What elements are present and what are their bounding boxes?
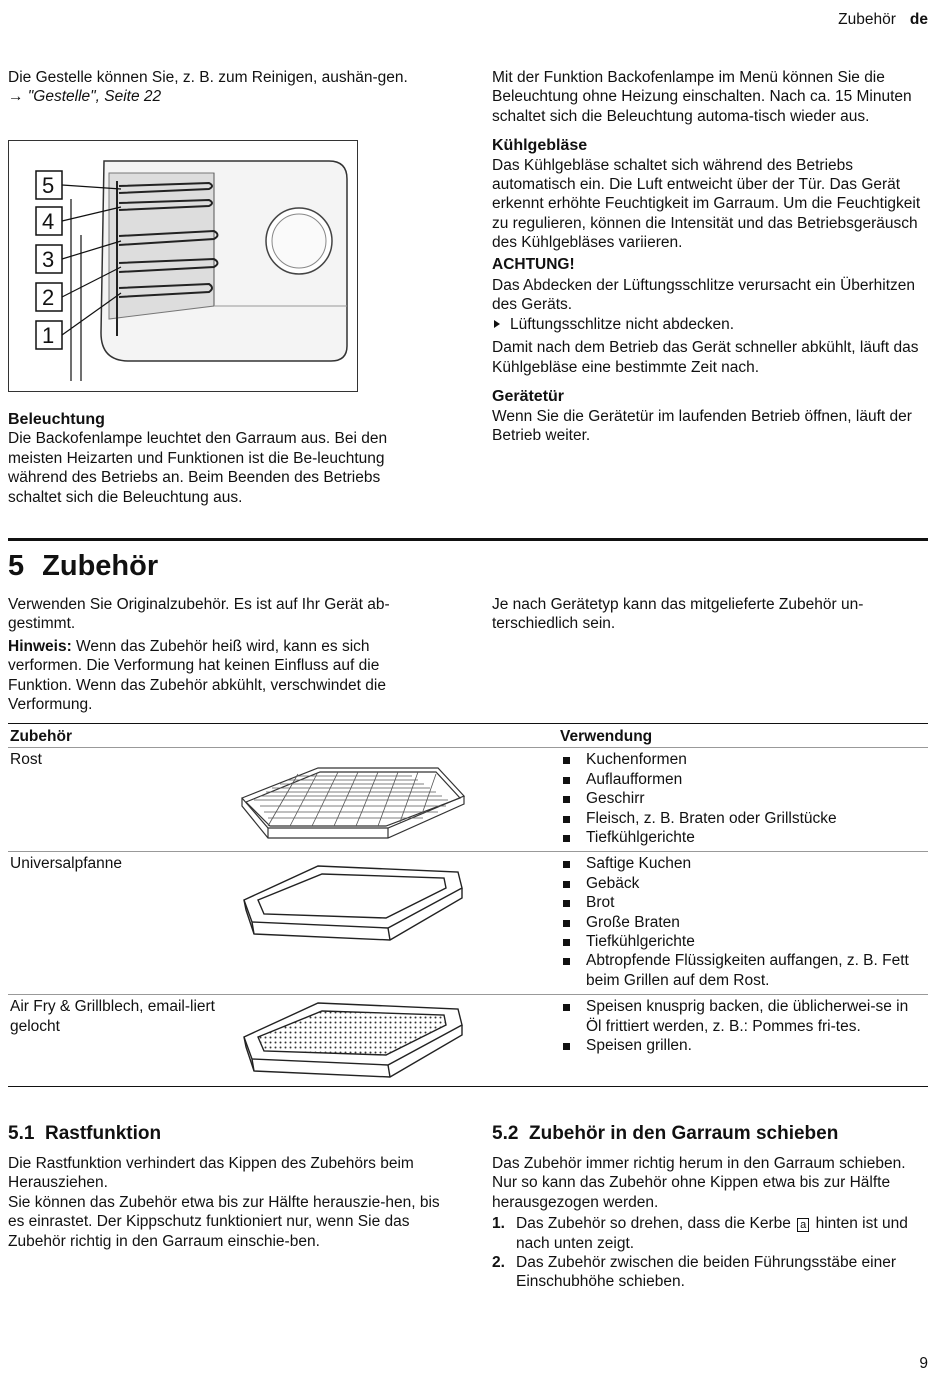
section-5-2-heading	[492, 1122, 928, 1146]
geraetetuer-text: Wenn Sie die Gerätetür im laufenden Betrieb öffnen, läuft der Betrieb weiter.	[492, 407, 912, 444]
use-item: Speisen grillen.	[560, 1036, 926, 1055]
accessories-table	[8, 723, 928, 1087]
oven-interior-drawing	[9, 141, 357, 391]
header-section: Zubehör	[838, 11, 896, 28]
rack-level-4: 4	[42, 209, 55, 234]
nachlauf-text: Damit nach dem Betrieb das Gerät schneller abkühlt, läuft das Kühlgebläse eine bestimmte Zeit nach.	[492, 339, 919, 376]
use-item: Fleisch, z. B. Braten oder Grillstücke	[560, 809, 926, 828]
achtung-label: ACHTUNG!	[492, 255, 575, 273]
step-item	[492, 1214, 928, 1253]
section-5-2-number: 5.2	[492, 1123, 519, 1144]
header-zubehoer: Zubehör	[8, 724, 558, 748]
section-5-1-number: 5.1	[8, 1123, 35, 1144]
geraetetuer-heading: Gerätetür	[492, 388, 565, 406]
table-row	[8, 748, 928, 852]
use-item: Tiefkühlgerichte	[560, 828, 926, 847]
section-5-1-heading	[8, 1122, 448, 1146]
hint-label: Hinweis:	[8, 637, 72, 655]
right-top-column	[492, 68, 929, 445]
step-text-cont: hinten ist und nach unten zeigt.	[516, 1215, 908, 1252]
beleuchtung-text: Die Backofenlampe leuchtet den Garraum aus. Bei den meisten Heizarten und Funktionen ist die Be-leuchtung während des Betriebs an. Beim Beenden des Betriebs schaltet sich die Beleuchtung aus.	[8, 430, 388, 506]
left-top-column	[8, 68, 438, 107]
use-item: Geschirr	[560, 789, 926, 808]
beleuchtung-section	[8, 400, 436, 507]
rack-level-3: 3	[42, 247, 55, 272]
rack-level-1: 1	[42, 323, 55, 348]
running-header	[838, 10, 928, 29]
chapter-name: Zubehör	[42, 550, 159, 582]
table-row	[8, 852, 928, 995]
rack-level-2: 2	[42, 285, 55, 310]
section-5-1-title: Rastfunktion	[44, 1123, 162, 1144]
beleuchtung-heading: Beleuchtung	[8, 411, 105, 428]
rack-level-5: 5	[42, 173, 55, 198]
oven-racks-figure	[8, 140, 358, 392]
chapter-intro-right	[492, 595, 922, 634]
action-text: Lüftungsschlitze nicht abdecken.	[510, 315, 735, 333]
use-item: Gebäck	[560, 874, 926, 893]
use-item: Abtropfende Flüssigkeiten auffangen, z. B. Fett beim Grillen auf dem Rost.	[560, 951, 926, 990]
table-row	[8, 995, 928, 1087]
page-number: 9	[919, 1355, 928, 1372]
uses-list	[560, 750, 926, 847]
use-item: Tiefkühlgerichte	[560, 932, 926, 951]
use-item: Speisen knusprig backen, die üblicherwei-se in Öl frittiert werden, z. B.: Pommes fri-tes.	[560, 997, 926, 1036]
section-5-1-text: Die Rastfunktion verhindert das Kippen des Zubehörs beim Herausziehen.	[8, 1155, 414, 1192]
use-item: Brot	[560, 893, 926, 912]
steps-list	[492, 1214, 928, 1292]
uses-list	[560, 854, 926, 990]
section-5-2-text: Das Zubehör immer richtig herum in den Garraum schieben. Nur so kann das Zubehör ohne Kippen etwa bis zur Hälfte herausgezogen werden.	[492, 1155, 906, 1211]
chapter-variant-text: Je nach Gerätetyp kann das mitgelieferte Zubehör un-terschiedlich sein.	[492, 596, 864, 633]
uses-list	[560, 997, 926, 1055]
step-text: Das Zubehör zwischen die beiden Führungsstäbe einer Einschubhöhe schieben.	[516, 1254, 896, 1291]
action-item	[492, 315, 929, 334]
chapter-intro-left	[8, 595, 444, 714]
achtung-text: Das Abdecken der Lüftungsschlitze verursacht ein Überhitzen des Geräts.	[492, 277, 916, 314]
accessory-name: Universalpfanne	[10, 855, 123, 873]
racks-xref: → "Gestelle", Seite 22	[8, 88, 162, 106]
rack-level-labels	[36, 171, 62, 349]
triangle-bullet-icon	[494, 320, 500, 328]
step-number: 2.	[492, 1254, 505, 1272]
wire-rack-icon	[238, 756, 468, 846]
kuehlgeblaese-heading: Kühlgebläse	[492, 137, 588, 155]
notch-label: a	[797, 1218, 809, 1232]
chapter-number: 5	[8, 550, 25, 582]
section-5-2-title: Zubehör in den Garraum schieben	[528, 1123, 839, 1144]
chapter-title	[8, 548, 158, 584]
perforated-tray-icon	[238, 995, 468, 1085]
chapter-intro-text: Verwenden Sie Originalzubehör. Es ist auf Ihr Gerät ab-gestimmt.	[8, 596, 390, 633]
hint-text: Wenn das Zubehör heiß wird, kann es sich verformen. Die Verformung hat keinen Einfluss auf die Funktion. Wenn das Zubehör abkühlt, verschwindet die Verformung.	[8, 637, 386, 714]
use-item: Auflaufformen	[560, 770, 926, 789]
kuehlgeblaese-text: Das Kühlgebläse schaltet sich während des Betriebs automatisch ein. Die Luft entweicht über der Tür. Das Gerät erkennt erhöhte Feuchtigkeit im Garraum. Um die Feuchtigkeit zu regulieren, können die Intensität und das Betriebsgeräusch des Kühlgebläses variieren.	[492, 156, 921, 252]
universal-pan-icon	[238, 858, 468, 948]
header-lang: de	[909, 11, 928, 28]
use-item: Große Braten	[560, 913, 926, 932]
section-5-1-text-2: Sie können das Zubehör etwa bis zur Hälfte herauszie-hen, bis es einrastet. Der Kippschutz funktioniert nur, wenn Sie das Zubehör richtig in den Garraum einschie-ben.	[8, 1193, 440, 1250]
racks-intro: Die Gestelle können Sie, z. B. zum Reinigen, aushän-gen.	[8, 69, 408, 86]
header-verwendung: Verwendung	[558, 724, 928, 748]
accessory-name: Rost	[10, 751, 42, 769]
accessory-name: Air Fry & Grillblech, email-liert gelocht	[10, 998, 215, 1035]
step-number: 1.	[492, 1215, 505, 1233]
table-header-row	[8, 724, 928, 748]
lamp-text: Mit der Funktion Backofenlampe im Menü können Sie die Beleuchtung ohne Heizung einschalten. Nach ca. 15 Minuten schaltet sich die Beleuchtung automa-tisch wieder aus.	[492, 69, 912, 125]
use-item: Saftige Kuchen	[560, 854, 926, 873]
chapter-hint	[8, 637, 444, 715]
use-item: Kuchenformen	[560, 750, 926, 769]
step-text: Das Zubehör so drehen, dass die Kerbe	[516, 1215, 796, 1233]
chapter-rule	[8, 538, 928, 541]
step-item	[492, 1253, 928, 1292]
section-5-1	[8, 1122, 448, 1251]
section-5-2	[492, 1122, 928, 1292]
